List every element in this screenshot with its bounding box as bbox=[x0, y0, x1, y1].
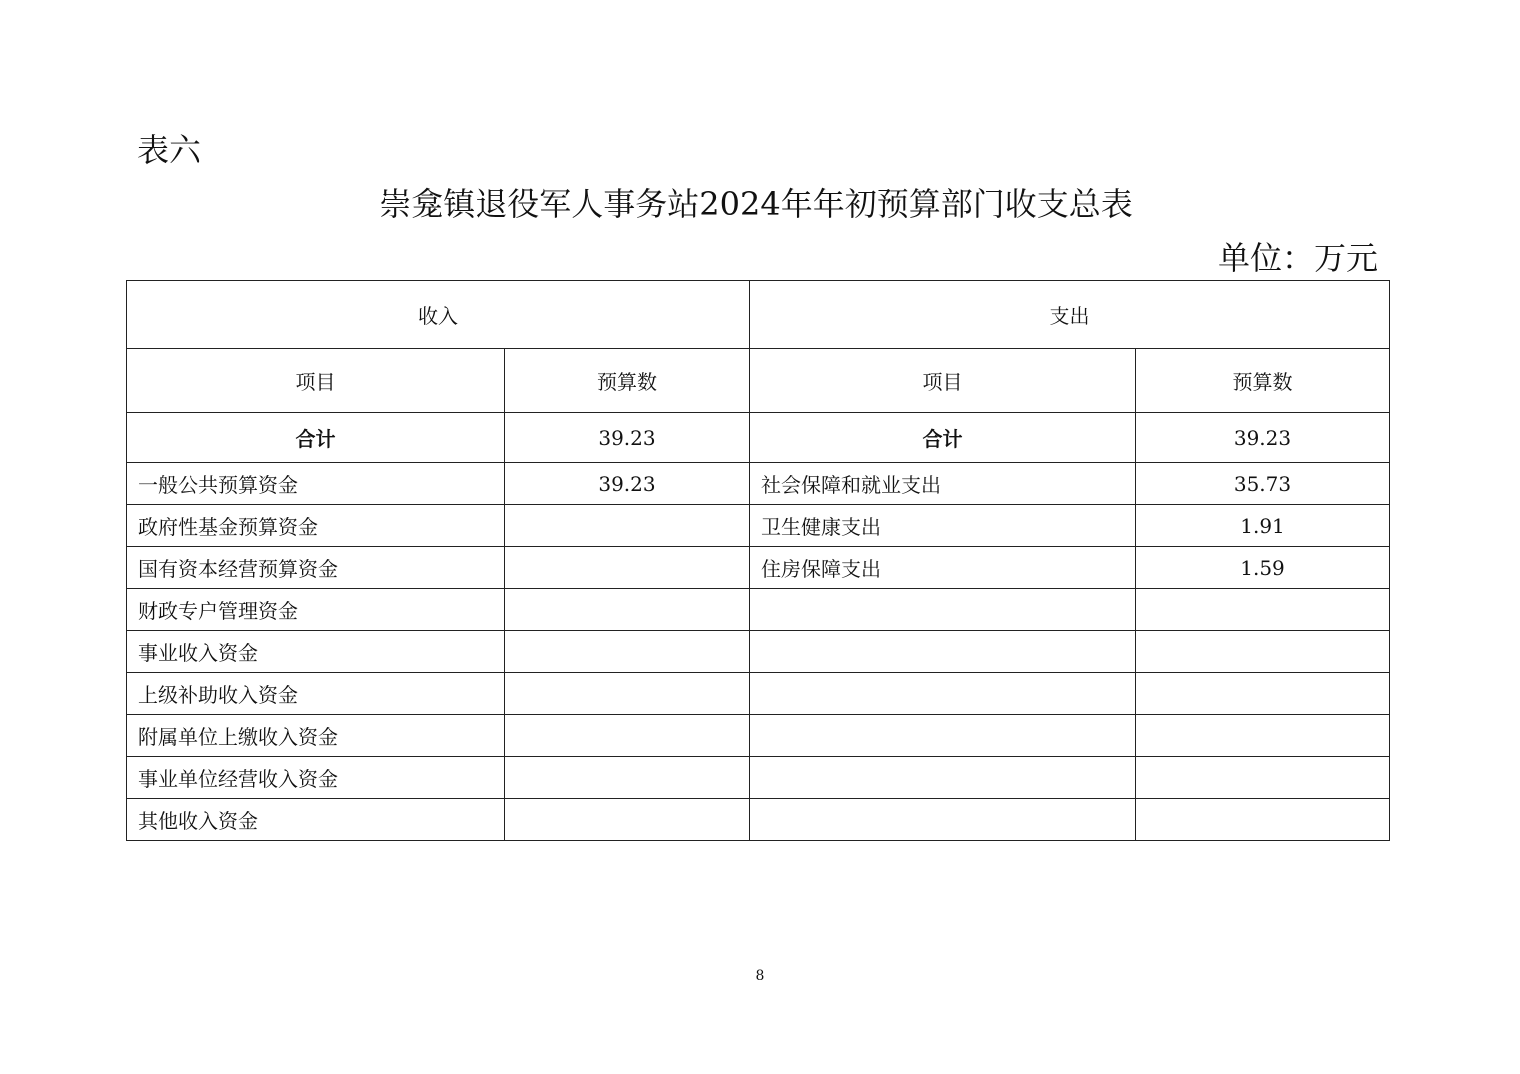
income-amount bbox=[505, 715, 750, 757]
income-group-header: 收入 bbox=[127, 281, 750, 349]
document-title: 崇龛镇退役军人事务站2024年年初预算部门收支总表 bbox=[379, 185, 1133, 223]
income-total-amount: 39.23 bbox=[505, 413, 750, 463]
budget-table bbox=[126, 280, 1390, 841]
expense-total-label: 合计 bbox=[750, 413, 1136, 463]
expense-total-amount: 39.23 bbox=[1136, 413, 1390, 463]
income-item: 国有资本经营预算资金 bbox=[127, 547, 505, 589]
income-item-header: 项目 bbox=[127, 349, 505, 413]
expense-amount bbox=[1136, 799, 1390, 841]
table-row bbox=[127, 673, 1390, 715]
income-amount bbox=[505, 547, 750, 589]
income-item: 财政专户管理资金 bbox=[127, 589, 505, 631]
expense-item bbox=[750, 631, 1136, 673]
income-amount: 39.23 bbox=[505, 463, 750, 505]
expense-item: 卫生健康支出 bbox=[750, 505, 1136, 547]
table-row bbox=[127, 631, 1390, 673]
income-item: 附属单位上缴收入资金 bbox=[127, 715, 505, 757]
income-total-label: 合计 bbox=[127, 413, 505, 463]
expense-amount bbox=[1136, 589, 1390, 631]
expense-group-header: 支出 bbox=[750, 281, 1390, 349]
income-item: 其他收入资金 bbox=[127, 799, 505, 841]
table-row bbox=[127, 463, 1390, 505]
expense-item bbox=[750, 799, 1136, 841]
income-item: 事业单位经营收入资金 bbox=[127, 757, 505, 799]
expense-amount-header: 预算数 bbox=[1136, 349, 1390, 413]
expense-item: 社会保障和就业支出 bbox=[750, 463, 1136, 505]
income-item: 上级补助收入资金 bbox=[127, 673, 505, 715]
expense-item-header: 项目 bbox=[750, 349, 1136, 413]
expense-item bbox=[750, 673, 1136, 715]
income-amount bbox=[505, 631, 750, 673]
income-item: 事业收入资金 bbox=[127, 631, 505, 673]
income-item: 一般公共预算资金 bbox=[127, 463, 505, 505]
income-amount bbox=[505, 505, 750, 547]
expense-amount bbox=[1136, 631, 1390, 673]
income-amount bbox=[505, 673, 750, 715]
income-amount-header: 预算数 bbox=[505, 349, 750, 413]
table-row bbox=[127, 547, 1390, 589]
expense-amount bbox=[1136, 757, 1390, 799]
expense-amount bbox=[1136, 673, 1390, 715]
table-row bbox=[127, 589, 1390, 631]
expense-amount bbox=[1136, 715, 1390, 757]
income-amount bbox=[505, 757, 750, 799]
table-row bbox=[127, 715, 1390, 757]
table-row bbox=[127, 757, 1390, 799]
table-label: 表六 bbox=[137, 131, 202, 169]
expense-item: 住房保障支出 bbox=[750, 547, 1136, 589]
income-item: 政府性基金预算资金 bbox=[127, 505, 505, 547]
table-row bbox=[127, 505, 1390, 547]
unit-label: 单位：万元 bbox=[1217, 239, 1378, 277]
total-row bbox=[127, 413, 1390, 463]
expense-amount: 1.59 bbox=[1136, 547, 1390, 589]
expense-item bbox=[750, 757, 1136, 799]
group-header-row bbox=[127, 281, 1390, 349]
page-number: 8 bbox=[755, 968, 765, 984]
expense-amount: 1.91 bbox=[1136, 505, 1390, 547]
income-amount bbox=[505, 589, 750, 631]
expense-item bbox=[750, 589, 1136, 631]
income-amount bbox=[505, 799, 750, 841]
expense-item bbox=[750, 715, 1136, 757]
column-header-row bbox=[127, 349, 1390, 413]
expense-amount: 35.73 bbox=[1136, 463, 1390, 505]
table-row bbox=[127, 799, 1390, 841]
